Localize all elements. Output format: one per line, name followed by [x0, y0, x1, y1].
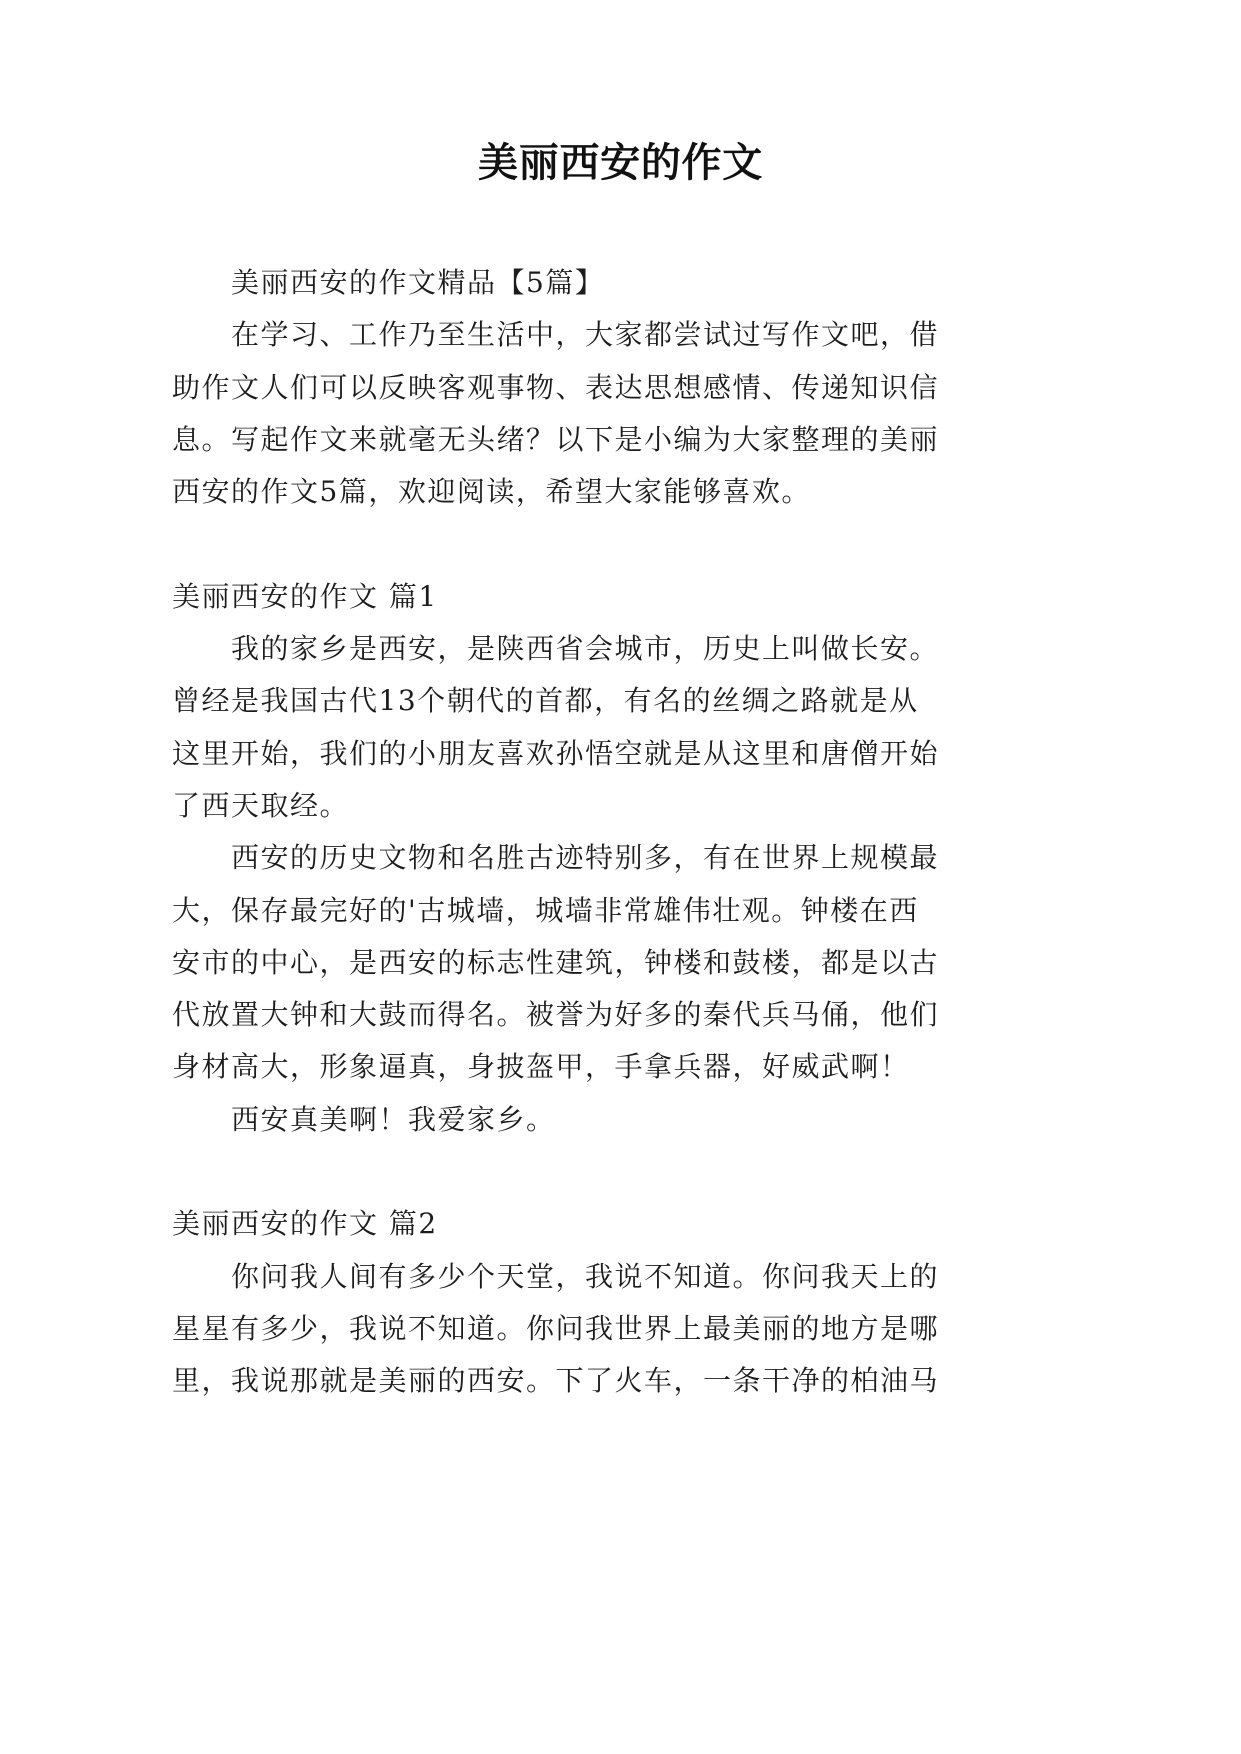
paragraph-line: 在学习、工作乃至生活中，大家都尝试过写作文吧，借: [231, 318, 940, 352]
paragraph-line: 了西天取经。: [172, 788, 350, 822]
paragraph-line: 代放置大钟和大鼓而得名。被誉为好多的秦代兵马俑，他们: [172, 998, 940, 1032]
paragraph-line: 星星有多少，我说不知道。你问我世界上最美丽的地方是哪: [172, 1311, 940, 1345]
paragraph-line: 息。写起作文来就毫无头绪？以下是小编为大家整理的美丽: [172, 422, 940, 456]
document-subtitle: 美丽西安的作文精品【5篇】: [231, 266, 605, 299]
paragraph-line: 西安的历史文物和名胜古迹特别多，有在世界上规模最: [231, 841, 940, 875]
section-heading: 美丽西安的作文 篇1: [172, 579, 438, 613]
section-heading: 美丽西安的作文 篇2: [172, 1207, 438, 1241]
paragraph-line: 曾经是我国古代13个朝代的首都，有名的丝绸之路就是从: [172, 684, 919, 718]
paragraph-line: 西安的作文5篇，欢迎阅读，希望大家能够喜欢。: [172, 475, 811, 509]
essay-sections: [172, 571, 992, 1408]
paragraph-line: 身材高大，形象逼真，身披盔甲，手拿兵器，好威武啊！: [172, 1050, 910, 1084]
paragraph-line: 安市的中心，是西安的标志性建筑，钟楼和鼓楼，都是以古: [172, 945, 940, 979]
paragraph-line: 我的家乡是西安，是陕西省会城市，历史上叫做长安。: [231, 632, 940, 666]
paragraph-line: 助作文人们可以反映客观事物、表达思想感情、传递知识信: [172, 370, 940, 404]
paragraph: [172, 623, 992, 832]
paragraph-line: 西安真美啊！我爱家乡。: [231, 1102, 556, 1136]
paragraph: [172, 832, 992, 1093]
paragraph-line: 你问我人间有多少个天堂，我说不知道。你问我天上的: [231, 1259, 940, 1293]
paragraph-line: 里，我说那就是美丽的西安。下了火车，一条干净的柏油马: [172, 1364, 940, 1398]
document-title: 美丽西安的作文: [478, 139, 763, 186]
paragraph-line: 这里开始，我们的小朋友喜欢孙悟空就是从这里和唐僧开始: [172, 736, 940, 770]
intro-paragraph: [172, 309, 992, 518]
document-body: [172, 257, 992, 1408]
essay-section: [172, 1198, 992, 1407]
paragraph: [172, 1094, 992, 1146]
paragraph-line: 大，保存最完好的'古城墙，城墙非常雄伟壮观。钟楼在西: [172, 893, 919, 927]
essay-section: [172, 571, 992, 1146]
paragraph: [172, 1251, 992, 1408]
